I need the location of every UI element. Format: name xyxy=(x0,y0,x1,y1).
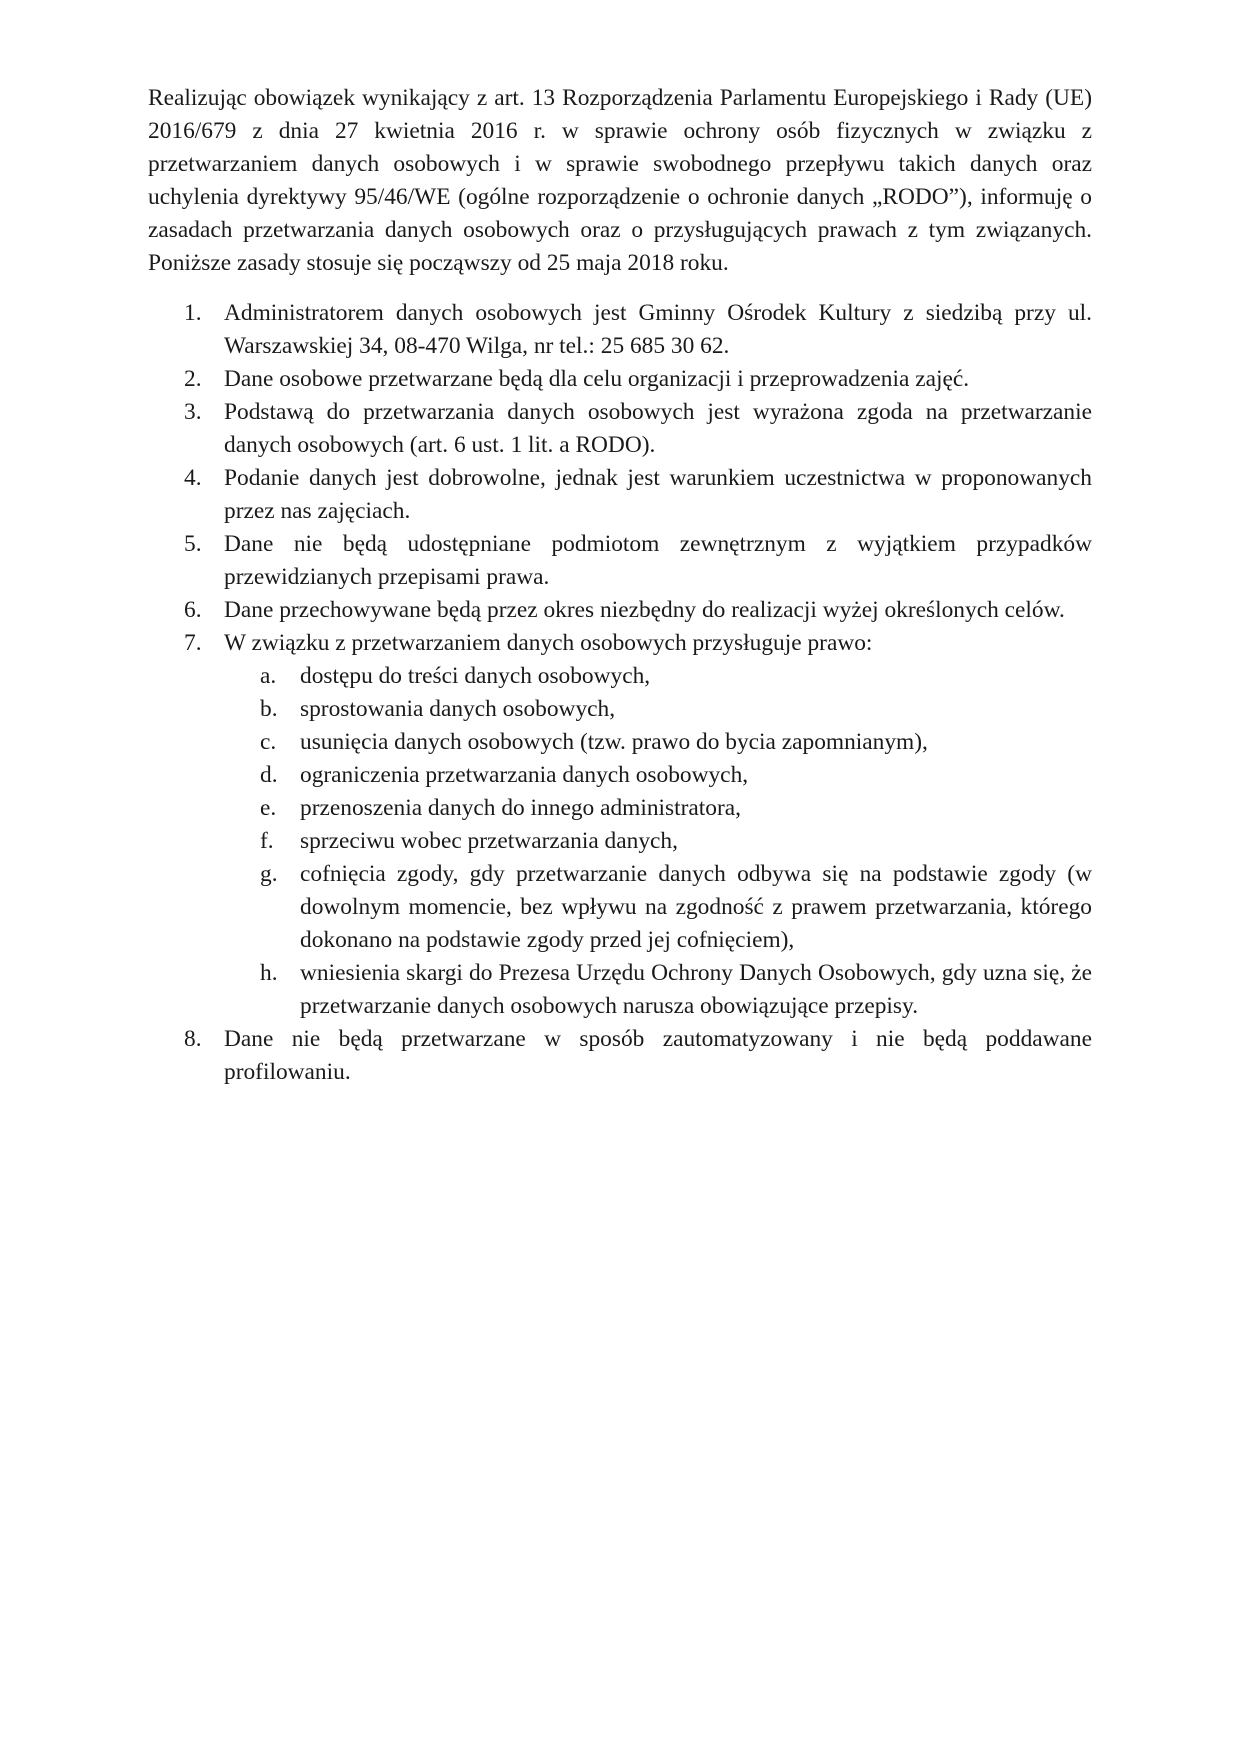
list-item xyxy=(148,396,1092,462)
list-item-text: W związku z przetwarzaniem danych osobowych przysługuje prawo: xyxy=(224,630,873,656)
list-item xyxy=(148,363,1092,396)
list-item xyxy=(148,297,1092,363)
sublist-item-letter: c. xyxy=(260,729,277,755)
list-item-text: Administratorem danych osobowych jest Gminny Ośrodek Kultury z siedzibą przy ul. Warszawskiej 34, 08-470 Wilga, nr tel.: 25 685 30 62. xyxy=(224,300,1092,359)
list-item-text: Dane osobowe przetwarzane będą dla celu organizacji i przeprowadzenia zajęć. xyxy=(224,366,970,392)
list-item-number: 4. xyxy=(184,465,202,491)
sublist-item xyxy=(224,825,1092,858)
list-item-number: 7. xyxy=(184,630,202,656)
sublist-item xyxy=(224,792,1092,825)
list-item xyxy=(148,528,1092,594)
list-item-number: 5. xyxy=(184,531,202,557)
sublist-item-text: cofnięcia zgody, gdy przetwarzanie danych odbywa się na podstawie zgody (w dowolnym momencie, bez wpływu na zgodność z prawem przetwarzania, którego dokonano na podstawie zgody przed jej cofnięciem), xyxy=(300,861,1092,953)
list-item-text: Dane nie będą udostępniane podmiotom zewnętrznym z wyjątkiem przypadków przewidzianych przepisami prawa. xyxy=(224,531,1092,590)
list-item-number: 1. xyxy=(184,300,202,326)
list-item-number: 3. xyxy=(184,399,202,425)
sublist-item-text: usunięcia danych osobowych (tzw. prawo do bycia zapomnianym), xyxy=(300,729,928,755)
sublist-item-text: sprostowania danych osobowych, xyxy=(300,696,616,722)
sublist-item xyxy=(224,693,1092,726)
sublist-item xyxy=(224,726,1092,759)
sublist-item-text: ograniczenia przetwarzania danych osobowych, xyxy=(300,762,749,788)
sublist-item-letter: h. xyxy=(260,960,278,986)
numbered-list xyxy=(148,297,1092,1089)
list-item-text: Dane nie będą przetwarzane w sposób zautomatyzowany i nie będą poddawane profilowaniu. xyxy=(224,1026,1092,1085)
sublist-item xyxy=(224,660,1092,693)
sublist-item-text: wniesienia skargi do Prezesa Urzędu Ochrony Danych Osobowych, gdy uzna się, że przetwarzanie danych osobowych narusza obowiązujące przepisy. xyxy=(300,960,1092,1019)
sublist-item xyxy=(224,759,1092,792)
list-item-number: 2. xyxy=(184,366,202,392)
list-item xyxy=(148,462,1092,528)
sublist-item-letter: a. xyxy=(260,663,277,689)
list-item-number: 6. xyxy=(184,597,202,623)
sublist-item-letter: e. xyxy=(260,795,277,821)
sublist-item xyxy=(224,858,1092,957)
rights-sublist xyxy=(224,660,1092,1023)
list-item-text: Podstawą do przetwarzania danych osobowych jest wyrażona zgoda na przetwarzanie danych osobowych (art. 6 ust. 1 lit. a RODO). xyxy=(224,399,1092,458)
list-item xyxy=(148,594,1092,627)
document-body xyxy=(148,82,1092,1089)
sublist-item-text: sprzeciwu wobec przetwarzania danych, xyxy=(300,828,678,854)
list-item-number: 8. xyxy=(184,1026,202,1052)
sublist-item-letter: d. xyxy=(260,762,278,788)
list-item xyxy=(148,1023,1092,1089)
sublist-item-letter: b. xyxy=(260,696,278,722)
sublist-item xyxy=(224,957,1092,1023)
list-item-text: Dane przechowywane będą przez okres niezbędny do realizacji wyżej określonych celów. xyxy=(224,597,1065,623)
intro-paragraph: Realizując obowiązek wynikający z art. 13 Rozporządzenia Parlamentu Europejskiego i Rady (UE) 2016/679 z dnia 27 kwietnia 2016 r. w sprawie ochrony osób fizycznych w związku z przetwarzaniem danych osobowych i w sprawie swobodnego przepływu takich danych oraz uchylenia dyrektywy 95/46/WE (ogólne rozporządzenie o ochronie danych „RODO”), informuję o zasadach przetwarzania danych osobowych oraz o przysługujących prawach z tym związanych. Poniższe zasady stosuje się począwszy od 25 maja 2018 roku. xyxy=(148,85,1092,276)
sublist-item-letter: f. xyxy=(260,828,274,854)
sublist-item-text: przenoszenia danych do innego administratora, xyxy=(300,795,742,821)
sublist-item-letter: g. xyxy=(260,861,278,887)
sublist-item-text: dostępu do treści danych osobowych, xyxy=(300,663,651,689)
list-item-text: Podanie danych jest dobrowolne, jednak jest warunkiem uczestnictwa w proponowanych przez nas zajęciach. xyxy=(224,465,1092,524)
list-item xyxy=(148,627,1092,1023)
